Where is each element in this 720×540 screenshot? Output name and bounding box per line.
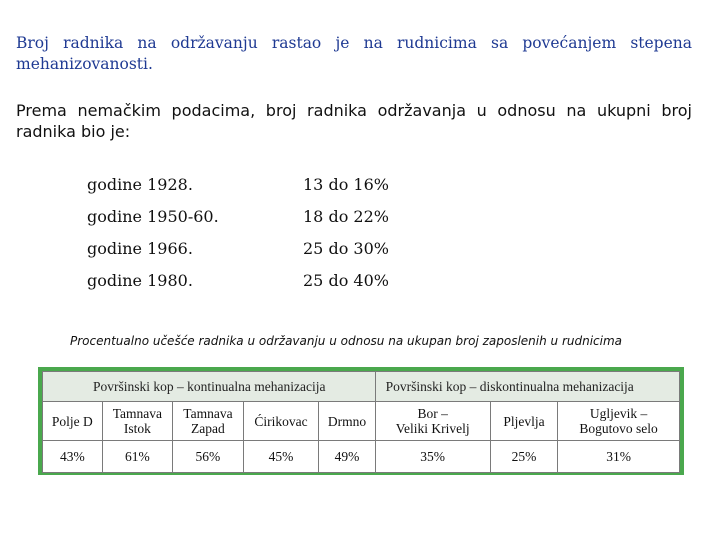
mine-name: Drmno (327, 413, 367, 429)
percent-cell: 56% (173, 441, 244, 473)
maintenance-table (42, 371, 680, 473)
mine-name-cell (375, 402, 490, 441)
mine-name-line2: Bogutovo selo (579, 421, 658, 436)
mine-name: Polje D (51, 413, 93, 429)
mine-name: Pljevlja (503, 413, 545, 429)
mine-name-cell (558, 402, 680, 441)
table-header-row (43, 372, 680, 402)
stat-year: godine 1980. (87, 271, 193, 290)
mine-name-cell (490, 402, 558, 441)
stat-year: godine 1966. (87, 239, 193, 258)
percent-cell: 45% (243, 441, 319, 473)
intro-paragraph: Broj radnika na održavanju rastao je na rudnicima sa povećanjem stepena mehanizovanosti. (16, 34, 692, 73)
mine-name-cell (43, 402, 103, 441)
mine-name: Tamnava (183, 406, 233, 421)
stat-row (87, 268, 417, 300)
mine-name: Tamnava (112, 406, 163, 421)
percent-cell: 43% (43, 441, 103, 473)
mine-name: Bor – (417, 406, 448, 421)
percent-cell: 31% (558, 441, 680, 473)
stat-range: 25 do 40% (303, 271, 389, 290)
stats-list (87, 172, 417, 300)
stat-row (87, 172, 417, 204)
mine-name-line2: Zapad (191, 421, 225, 436)
stat-year: godine 1928. (87, 175, 193, 194)
mine-name-cell (243, 402, 319, 441)
stat-range: 18 do 22% (303, 207, 389, 226)
percent-cell: 25% (490, 441, 558, 473)
mine-name-cell (319, 402, 375, 441)
group-continuous-header: Površinski kop – kontinualna mehanizacija (43, 372, 376, 402)
percent-row (43, 441, 680, 473)
mine-name: Ugljevik – (589, 406, 648, 421)
stat-range: 25 do 30% (303, 239, 389, 258)
stat-row (87, 236, 417, 268)
german-data-paragraph: Prema nemačkim podacima, broj radnika održavanja u odnosu na ukupni broj radnika bio je: (16, 101, 692, 141)
table-frame (38, 367, 684, 475)
mine-name-line2: Istok (123, 421, 151, 436)
stat-row (87, 204, 417, 236)
table-caption: Procentualno učešće radnika u održavanju u odnosu na ukupan broj zaposlenih u rudnicima (70, 334, 623, 348)
percent-cell: 49% (319, 441, 375, 473)
mine-name-cell (102, 402, 173, 441)
stat-year: godine 1950-60. (87, 207, 219, 226)
percent-cell: 61% (102, 441, 173, 473)
mine-names-row (43, 402, 680, 441)
group-discontinuous-header: Površinski kop – diskontinualna mehanizacija (375, 372, 679, 402)
mine-name: Ćirikovac (254, 413, 308, 429)
percent-cell: 35% (375, 441, 490, 473)
mine-name-cell (173, 402, 244, 441)
mine-name-line2: Veliki Krivelj (395, 421, 470, 436)
stat-range: 13 do 16% (303, 175, 389, 194)
